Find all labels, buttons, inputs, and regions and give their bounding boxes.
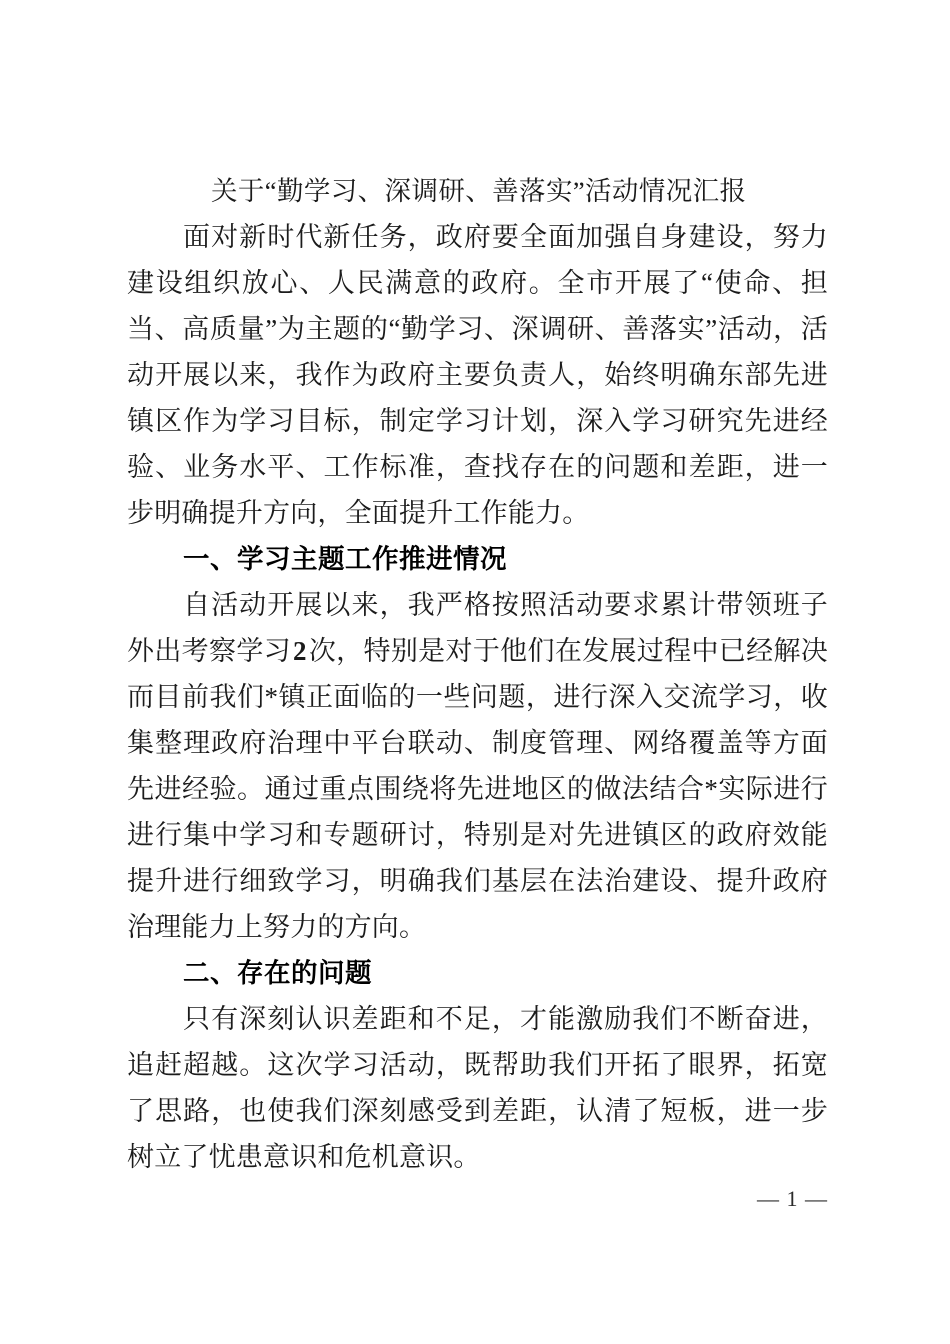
paragraph-intro: 面对新时代新任务，政府要全面加强自身建设，努力建设组织放心、人民满意的政府。全市开展了“使命、担当、高质量”为主题的“勤学习、深调研、善落实”活动，活动开展以来，我作为政府主要负责人，始终明确东部先进镇区作为学习目标，制定学习计划，深入学习研究先进经验、业务水平、工作标准，查找存在的问题和差距，进一步明确提升方向，全面提升工作能力。: [127, 222, 828, 528]
paragraph-section-one-text-after: 次，特别是对于他们在发展过程中已经解决而目前我们*镇正面临的一些问题，进行深入交流学习，收集整理政府治理中平台联动、制度管理、网络覆盖等方面先进经验。通过重点围绕将先进地区的做法结合*实际进行进行集中学习和专题研讨，特别是对先进镇区的政府效能提升进行细致学习，明确我们基层在法治建设、提升政府治理能力上努力的方向。: [127, 636, 828, 942]
count-outbound-study-trips: 2: [293, 636, 307, 666]
section-heading-two: 二、存在的问题: [183, 958, 372, 988]
paragraph-section-one: [127, 582, 828, 950]
section-heading-one: 一、学习主题工作推进情况: [183, 544, 507, 574]
page-number-footer: — 1 —: [757, 1186, 828, 1211]
paragraph-section-two: 只有深刻认识差距和不足，才能激励我们不断奋进，追赶超越。这次学习活动，既帮助我们开拓了眼界，拓宽了思路，也使我们深刻感受到差距，认清了短板，进一步树立了忧患意识和危机意识。: [127, 1004, 828, 1172]
document-content: [127, 168, 828, 1180]
page-title: 关于“勤学习、深调研、善落实”活动情况汇报: [211, 176, 747, 206]
paragraph-section-one-text-before: 自活动开展以来，我严格按照活动要求累计带领班子外出考察学习: [127, 590, 828, 666]
